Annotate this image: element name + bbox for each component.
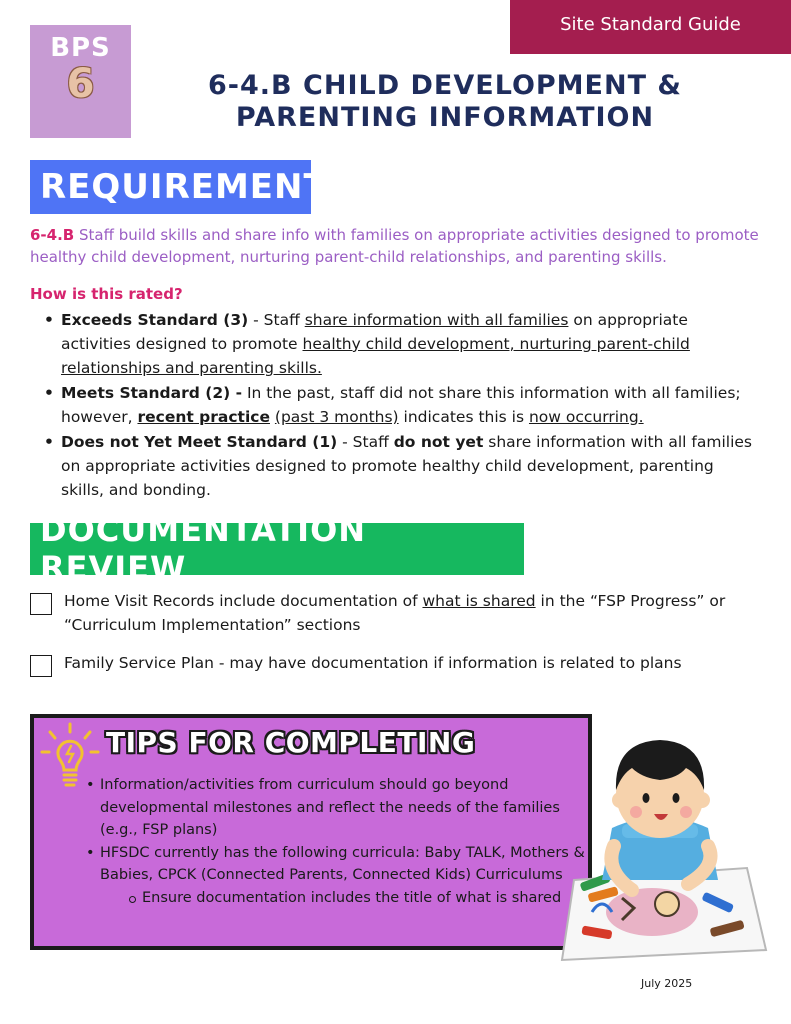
documentation-item-home-visit-text (64, 589, 750, 637)
rating-exceeds-label: Exceeds Standard (3) (61, 311, 249, 329)
rating-meets-underline-2: (past 3 months) (274, 408, 399, 426)
rating-exceeds-underline-1: share information with all families (304, 311, 569, 329)
rating-meets (42, 381, 752, 429)
rating-meets-label: Meets Standard (2) - (61, 384, 243, 402)
rating-not-yet-text-2: share information with all families on appropriate activities designed to promote healthy child development, parenting skills, and bonding. (61, 433, 752, 499)
page-title (150, 70, 740, 134)
page-title-line-1: 6-4.B CHILD DEVELOPMENT & (208, 70, 682, 101)
rating-meets-text-3: indicates this is (398, 408, 529, 426)
bps-badge (30, 25, 131, 138)
rating-not-yet-text-1: - Staff (337, 433, 394, 451)
tips-sub-list (100, 887, 592, 910)
requirement-description: Staff build skills and share info with families on appropriate activities designed to promote healthy child development, nurturing parent-child relationships, and parenting skills. (30, 226, 759, 266)
tips-title: TIPS FOR COMPLETING (106, 726, 476, 759)
doc-item1-text-1: Home Visit Records include documentation of (64, 592, 423, 610)
documentation-item-family-service-plan-text: Family Service Plan - may have documentation if information is related to plans (64, 654, 682, 672)
rating-not-yet-bold: do not yet (393, 433, 484, 451)
rating-exceeds-underline-2: healthy child development, nurturing parent-child relationships and parenting skills. (61, 335, 690, 377)
checkbox-home-visit[interactable] (30, 593, 52, 615)
doc-item1-underline: what is shared (422, 592, 536, 610)
tips-item-curriculum: • Information/activities from curriculum should go beyond developmental milestones and reflect the needs of the families (e.g., FSP plans) (84, 774, 592, 842)
rating-meets-text-1: In the past, staff did not share this information with all families; however, (61, 384, 741, 426)
footer-date: July 2025 (641, 977, 693, 990)
child-drawing-illustration (552, 728, 772, 968)
tips-list (84, 774, 592, 909)
site-standard-guide-tab: Site Standard Guide (510, 0, 791, 54)
tips-sub-item-title: Ensure documentation includes the title of what is shared (128, 887, 592, 910)
doc-item1-text-2: in the “FSP Progress” or “Curriculum Implementation” sections (64, 592, 726, 634)
tips-box (30, 714, 592, 950)
requirement-banner: REQUIREMENT (30, 160, 311, 214)
requirement-text (30, 224, 770, 268)
checkbox-family-service-plan[interactable] (30, 655, 52, 677)
tips-item-curricula (84, 842, 592, 910)
tips-item-curricula-text: HFSDC currently has the following curricula: Baby TALK, Mothers & Babies, CPCK (Connected Parents, Connected Kids) Curriculums (100, 844, 585, 883)
bps-badge-label: BPS (50, 33, 111, 63)
page-title-line-2: PARENTING INFORMATION (235, 102, 655, 133)
documentation-banner: DOCUMENTATION REVIEW (30, 523, 524, 575)
documentation-item-home-visit (30, 589, 750, 637)
rating-meets-underline-3: now occurring. (528, 408, 644, 426)
rating-list (42, 308, 752, 503)
rating-exceeds (42, 308, 752, 380)
bps-badge-number: 6 (66, 61, 95, 107)
requirement-code: 6-4.B (30, 226, 75, 244)
rating-meets-underline-1: recent practice (137, 408, 270, 426)
documentation-item-family-service-plan (30, 651, 750, 677)
rating-not-yet (42, 430, 752, 502)
rating-exceeds-text-2: on appropriate activities designed to promote (61, 311, 688, 353)
rating-not-yet-label: Does not Yet Meet Standard (1) (61, 433, 338, 451)
rating-exceeds-text-1: - Staff (248, 311, 305, 329)
rating-heading: How is this rated? (30, 285, 183, 303)
